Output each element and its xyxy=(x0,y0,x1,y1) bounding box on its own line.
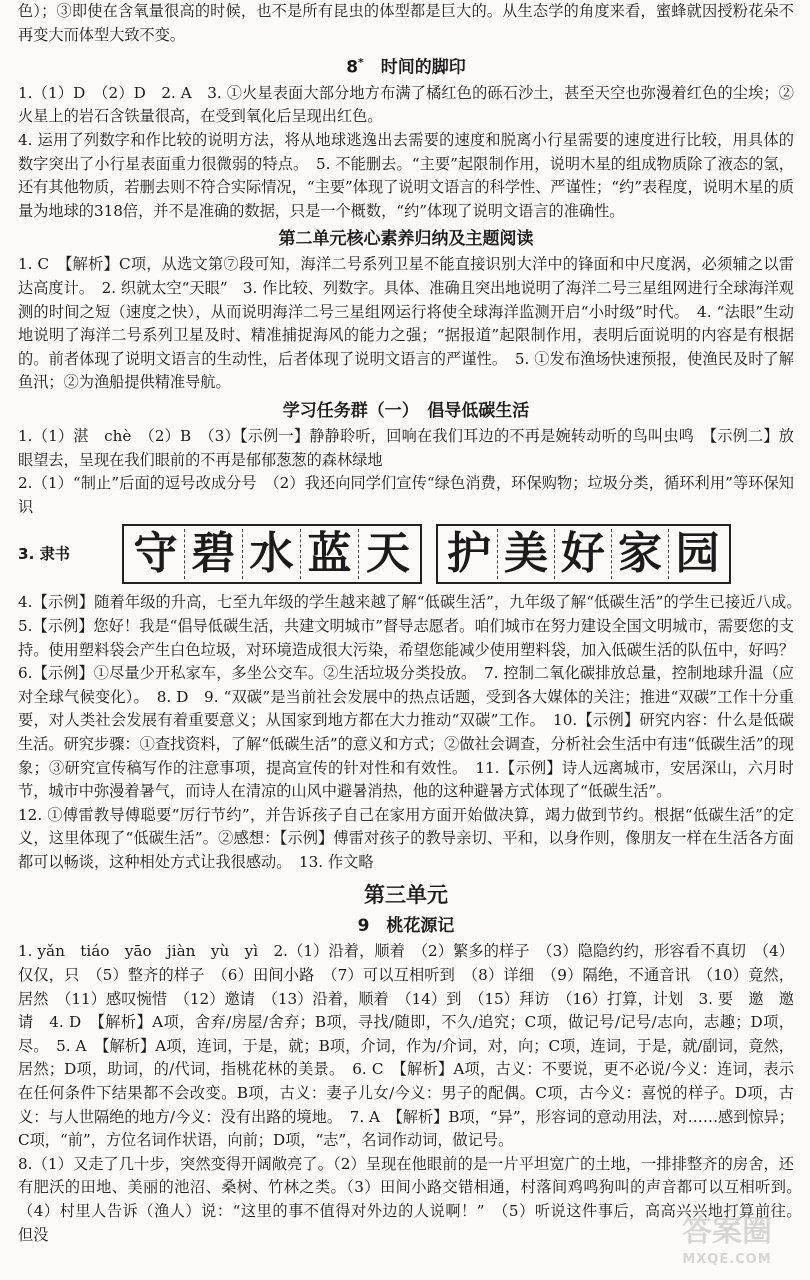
task-group-1-answer-1: 1.（1）湛 chè （2）B （3）【示例一】静静聆听，回响在我们耳边的不再是婉转动听的鸟叫虫鸣 【示例二】放眼望去，呈现在我们眼前的不再是郁郁葱葱的森林绿地 xyxy=(18,426,794,469)
unit-3-heading: 第三单元 xyxy=(364,883,448,908)
calligraphy-box-a xyxy=(122,524,422,584)
section-8-number: 8 xyxy=(346,57,359,78)
unit-2-heading: 第二单元核心素养归纳及主题阅读 xyxy=(278,229,534,250)
calligraphy-char: 家 xyxy=(612,529,669,579)
lesson-9-answers-1: 1. yǎn tiáo yāo jiàn yù yì 2.（1）沿着，顺着 （2）繁多的样子 （3）隐隐约约，形容看不真切 （4）仅仅，只 （5）整齐的样子 （6）田间小路 （7）可以互相听到 （8）详细 （9）隔绝，不通音讯 （10）竟然，居然 （11）感叹惋惜 （12）邀请 （13）沿着，顺着 （14）到 （15）拜访 （16）打算，计划 3. 要 邀 邀请 4. D 【解析】A项，舍弃/房屋/舍弃；B项，寻找/随即，不久/追究；C项，做记号/记号/志向，志趣；D项，尽。 5. A 【解析】A项，连词，于是，就；B项，介词，作为/介词，对，向；C项，连词，于是，就/副词，竟然，居然；D项，助词，的/代词，指桃花林的美景。 6. C 【解析】A项，古义：不要说，更不必说/今义：连词，表示在任何条件下结果都不会改变。B项，古义：妻子儿女/今义：男子的配偶。C项，古今义：喜悦的样子。D项，古义：与人世隔绝的地方/今义：没有出路的境地。 7. A 【解析】B项，“异”，形容词的意动用法，对……感到惊异；C项，“前”，方位名词作状语，向前；D项，“志”，名词作动词，做记号。 xyxy=(18,942,794,1150)
calligraphy-char: 园 xyxy=(675,528,720,580)
calligraphy-char: 蓝 xyxy=(301,529,359,579)
lesson-9-heading xyxy=(18,913,794,939)
section-8-answers-2: 4. 运用了列数字和作比较的说明方法，将从地球逃逸出去需要的速度和脱离小行星需要的速度进行比较，用具体的数字突出了小行星表面重力很微弱的特点。 5. 不能删去。“主要”起限制作用，说明木星的组成物质除了液态的氢，还有其他物质，若删去则不符合实际情况，“主要”体现了说明文语言的科学性、严谨性；“约”表程度，说明木星的质量为地球的318倍，并不是准确的数据，只是一个概数，“约”体现了说明文语言的准确性。 xyxy=(18,131,794,220)
optional-mark: * xyxy=(358,56,364,70)
task-group-1-answer-3: 4.【示例】随着年级的升高，七至九年级的学生越来越了解“低碳生活”，九年级了解“低碳生活”的学生已接近八成。 5.【示例】您好！我是“倡导低碳生活，共建文明城市”督导志愿者。咱们城市在努力建设全国文明城市，需要您的支持。使用塑料袋会产生白色垃圾，对环境造成很大污染，希望您能减少使用塑料袋，加入低碳生活的队伍中，好吗？ 6.【示例】①尽量少开私家车，多坐公交车。②生活垃圾分类投放。 7. 控制二氧化碳排放总量，控制地球升温（应对全球气候变化）。 8. D 9. “双碳”是当前社会发展中的热点话题，受到各大媒体的关注；推进“双碳”工作十分重要，对人类社会发展有着重要意义；从国家到地方都在大力推动“双碳”工作。 10.【示例】研究内容：什么是低碳生活。研究步骤：①查找资料，了解“低碳生活”的意义和方式；②做社会调查，分析社会生活中有违“低碳生活”的现象；③研究宣传稿写作的注意事项，提高宣传的针对性和有效性。 11.【示例】诗人远离城市，安居深山，六月时节，城市中弥漫着暑气，而诗人在清凉的山风中避暑消热，他的这种避暑方式体现了“低碳生活”。 xyxy=(18,593,810,801)
calligraphy-char: 碧 xyxy=(185,529,243,579)
lesson-9-number: 9 xyxy=(357,916,370,937)
calligraphy-row xyxy=(18,523,794,585)
lesson-9-answers-2: 8.（1）又走了几十步，突然变得开阔敞亮了。（2）呈现在他眼前的是一片平坦宽广的土地，一排排整齐的房舍，还有肥沃的田地、美丽的池沼、桑树、竹林之类。（3）田间小路交错相通，村落间鸡鸣狗叫的声音都可以互相听到。 （4）村里人告诉（渔人）说：“这里的事不值得对外边的人说啊！” （5）听说这件事后，高高兴兴地打算前往。 但没 xyxy=(18,1154,810,1244)
calligraphy-box-b xyxy=(436,524,731,584)
task-group-1-heading: 学习任务群（一） 倡导低碳生活 xyxy=(282,400,530,421)
calligraphy-char: 好 xyxy=(555,529,612,579)
calligraphy-label: 3. 隶书 xyxy=(18,544,70,563)
calligraphy-char: 天 xyxy=(366,528,410,580)
watermark-logo xyxy=(652,1212,802,1274)
calligraphy-char: 护 xyxy=(441,529,498,579)
section-8-heading xyxy=(18,50,794,81)
answer-page xyxy=(18,0,810,1280)
lesson-9-title: 桃花源记 xyxy=(386,916,455,937)
task-group-1-answer-2: 2.（1）“制止”后面的逗号改成分号 （2）我还向同学们宣传“绿色消费，环保购物；垃圾分类，循环利用”等环保知识 xyxy=(18,474,794,516)
watermark-sub: MXQE.COM xyxy=(682,1252,772,1267)
intro-paragraph: 色）；③即使在含氧量很高的时候，也不是所有昆虫的体型都是巨大的。从生态学的角度来看，蜜蜂就因授粉花朵不再变大而体型大致不变。 xyxy=(18,2,794,44)
unit-2-answers: 1. C 【解析】C项，从选文第⑦段可知，海洋二号系列卫星不能直接识别大洋中的锋面和中尺度涡，必须辅之以雷达高度计。 2. 织就太空“天眼” 3. 作比较、列数字。具体、准确且突出地说明了海洋二号三星组网进行全球海洋观测的时间之短（速度之快），从而说明海洋二号三星组网运行将使全球海洋监测开启“小时级”时代。 4. “法眼”生动地说明了海洋二号系列卫星及时、精准捕捉海风的能力之强；“据报道”起限制作用，表明后面说明的内容是有根据的。前者体现了说明文语言的生动性，后者体现了说明文语言的严谨性。 5. ①发布渔场快速预报，使渔民及时了解鱼汛；②为渔船提供精准导航。 xyxy=(18,255,794,392)
calligraphy-char: 守 xyxy=(127,529,185,579)
section-8-title: 时间的脚印 xyxy=(380,57,466,78)
task-group-1-answer-4: 12. ①傅雷教导傅聪要“厉行节约”，并告诉孩子自己在家用方面开始做决算，竭力做到节约。根据“低碳生活”的定义，这里体现了“低碳生活”。②感想：【示例】傅雷对孩子的教导亲切、平和，以身作则，像朋友一样在生活各方面都可以畅谈，这种相处方式让我很感动。 13. 作文略 xyxy=(18,805,794,871)
section-8-answers-1: 1.（1）D （2）D 2. A 3. ①火星表面大部分地方布满了橘红色的砾石沙土，甚至天空也弥漫着红色的尘埃；②火星上的岩石含铁量很高，在受到氧化后呈现出红色。 xyxy=(18,83,794,126)
watermark-main: 答案圈 xyxy=(682,1214,772,1249)
calligraphy-char: 水 xyxy=(243,529,301,579)
calligraphy-char: 美 xyxy=(498,529,555,579)
